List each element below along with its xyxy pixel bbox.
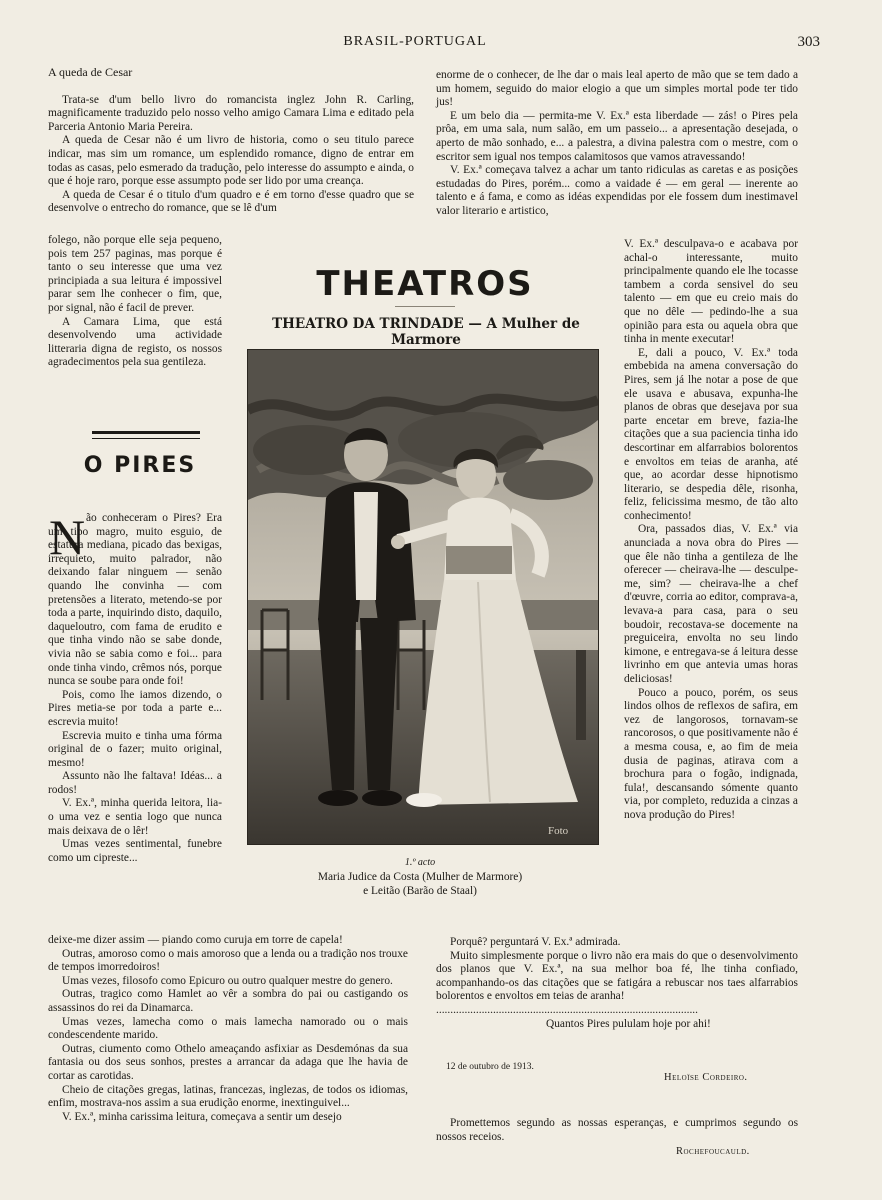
pires-paragraph: Cheio de citações gregas, latinas, francezas, inglezas, de todos os idiomas, enfim, mostrava-nos assim a sua erudição enorme, inextinguivel... <box>48 1083 408 1110</box>
photo-caption <box>290 856 550 898</box>
article-date: 12 de outubro de 1913. <box>446 1062 534 1072</box>
pires-paragraph: V. Ex.ª começava talvez a achar um tanto ridiculas as caretas e as posições estudadas do Pires, porém... como a vaidade é — em geral — inerente ao talento e á fama, e como as idéas expendidas por ele fossem dum inestimavel valor literario e artistico, <box>436 164 798 217</box>
pires-paragraph: V. Ex.ª desculpava-o e acabava por achal-o interessante, muito principalmente quando ele lhe tocasse tambem a corda sensivel do seu talento — em que eu creio mais do que no dêle — pedindo-lhe a sua opinião para esta ou aquela obra que tinha in mente executar! <box>624 238 798 346</box>
closing-line: Quantos Pires pululam hoje por ahi! <box>546 1017 711 1030</box>
pires-paragraph: E um belo dia — permita-me V. Ex.ª esta liberdade — zás! o Pires pela prôa, em uma sala, num salão, em um passeio... a apresentação desejada, o aperto de mão sonhado, e... a palestra, a divina palestra com o mestre, com o escritor sem igual nos tempos calamitosos que vamos atravessando! <box>436 109 798 163</box>
author-signature: Heloïse Cordeiro. <box>664 1072 748 1083</box>
pires-paragraph: Escrevia muito e tinha uma fórma original de o fazer; muito original, mesmo! <box>48 729 222 769</box>
epigraph-signature: Rochefoucauld. <box>676 1146 750 1157</box>
pires-continued-narrow <box>624 238 798 823</box>
publication-title: BRASIL-PORTUGAL <box>343 34 487 49</box>
pires-paragraph: deixe-me dizer assim — piando como curuja em torre de capela! <box>48 934 343 946</box>
section-divider <box>92 431 200 439</box>
pires-paragraph: Umas vezes, filosofo como Epicuro ou outro qualquer mestre do genero. <box>62 974 393 987</box>
caption-line: e Leitão (Barão de Staal) <box>363 885 477 897</box>
pires-paragraph: E, dali a pouco, V. Ex.ª toda embebida na amena conversação do Pires, sem já lhe notar a pose de que ele usava e abusava, expunha-lhe planos de obras que desejava por sua parte encetar em breve, fazia-lhe citações que a sua paciencia tinha ido descortinar em alfarrabios bolorentos e envoltos em teias de aranha, até que, ao acordar desse hipnotismo literario, se despedia dêle, risonha, feliz, felicissima mesmo, de tão alto conhecimento! <box>624 346 798 522</box>
theatre-photograph <box>247 349 599 845</box>
pires-paragraph: Outras, ciumento como Othelo ameaçando asfixiar as Desdemónas da sua fantasia ou dos seus sonhos, prestes a arrancar da adaga que lhe havia de cortar as carotidas. <box>48 1042 408 1082</box>
caption-line: Maria Judice da Costa (Mulher de Marmore) <box>317 871 523 883</box>
pires-paragraph: enorme de o conhecer, de lhe dar o mais leal aperto de mão que se tem dado a um homem, seguido do maior elogio a que um simples mortal pode ter tido jus! <box>436 69 798 109</box>
drop-cap: N <box>49 509 86 565</box>
pires-paragraph: Pouco a pouco, porém, os seus lindos olhos de reflexos de safira, em vez de langorosos, tornavam-se rancorosos, o que positivamente não é a mesma cousa, e, ao fim de meia dusia de paginas, atirava com a brochura para o fogão, indignada, fula!, descansando sómente quanto via, por completo, reduzida a cinzas a nova produção do Pires! <box>624 686 798 821</box>
review-paragraph: A queda de Cesar é o titulo d'um quadro e é em torno d'esse quadro que se desenvolve o entrecho do romance, que se lê d'um <box>48 188 414 215</box>
review-paragraph: A queda de Cesar não é um livro de historia, como o seu titulo parece indicar, mas sim um romance, um esplendido romance, digno de entrar em todas as casas, pelo esmerado da tradução, pelo interesse do assumpto e ainda, o que é hoje raro, porque esse assumpto pode ser lido por uma creança. <box>48 134 414 188</box>
pires-continued-bottom <box>436 936 798 1031</box>
pires-paragraph: ão conheceram o Pires? Era um tipo magro, muito esguio, de estatura mediana, picado das bexigas, irrequieto, muito palrador, não deixando falar ninguem — senão quando lhe convinha — com pretensões a literato, metendo-se por toda a parte, inquirindo disto, daquilo, daqueloutro, com fama de erudito e que tinha vindo não se sabe donde, vivia não se sabia como e foi... para onde tinha vindo, crêmos nós, porque nunca se soube para onde foi! <box>48 512 222 688</box>
review-paragraph: A Camara Lima, que está desenvolvendo uma actividade litteraria digna de registo, os nossos agradecimentos pela sua gentileza. <box>48 315 222 369</box>
pires-paragraph: Umas vezes sentimental, funebre como um cipreste... <box>48 838 222 864</box>
pires-article-title: O PIRES <box>83 453 197 478</box>
theatros-heading: THEATROS <box>316 264 534 304</box>
pires-article-narrow <box>48 509 222 865</box>
pires-paragraph: V. Ex.ª, minha carissima leitura, começava a sentir um desejo <box>62 1110 342 1123</box>
actors-photo-illustration <box>248 350 598 844</box>
ellipsis-line: ............................................................................................ <box>436 1003 698 1016</box>
review-paragraph: Trata-se d'um bello livro do romancista inglez John R. Carling, magnificamente traduzido pelo nosso velho amigo Camara Lima e editado pela Parceria Antonio Maria Pereira. <box>48 93 414 133</box>
pires-paragraph: V. Ex.ª, minha querida leitora, lia-o uma vez e sentia logo que nunca mais deixava de o lêr! <box>48 797 222 837</box>
pires-paragraph: Porquê? perguntará V. Ex.ª admirada. <box>450 936 621 948</box>
review-continued <box>48 234 222 370</box>
pires-paragraph: Outras, amoroso como o mais amoroso que a lenda ou a tradição nos trouxe de tempos imorredoiros! <box>48 947 408 974</box>
review-paragraph: folego, não porque elle seja pequeno, pois tem 257 paginas, mas porque é tanto o seu interesse que uma vez principiada a sua leitura é impossivel parar sem lhe conhecer o fim, que, por signal, não é facil de prever. <box>48 234 222 314</box>
pires-article-wide <box>48 934 408 1124</box>
pires-continued-top <box>436 69 798 219</box>
page-number: 303 <box>797 34 820 50</box>
pires-paragraph: Outras, tragico como Hamlet ao vêr a sombra do pai ou castigando os assassinos do rei da Dinamarca. <box>48 988 408 1014</box>
pires-paragraph: Assunto não lhe faltava! Idéas... a rodos! <box>48 770 222 796</box>
page-header <box>0 34 882 54</box>
review-title: A queda de Cesar <box>48 65 133 79</box>
caption-act: 1.º acto <box>404 857 436 868</box>
pires-paragraph: Pois, como lhe iamos dizendo, o Pires metia-se por toda a parte e... escrevia muito! <box>48 688 222 728</box>
photo-signature: Foto <box>548 825 569 837</box>
heading-divider <box>395 306 455 307</box>
pires-paragraph: Ora, passados dias, V. Ex.ª via anunciada a nova obra do Pires — que êle não tinha a gentileza de lhe oferecer — cheirava-lhe — desculpe-me, sim? — cheirava-lhe a chef d'œuvre, corria ao editor, comprava-a, levava-a para casa, para o seu boudoir, recostava-se docemente na preguiceira, envolta no seu lindo kimone, e entregava-se á leitura desse livrinho em que antevia umas horas deliciosas! <box>624 523 798 685</box>
epigraph <box>436 1117 798 1144</box>
epigraph-text: Promettemos segundo as nossas esperanças, e cumprimos segundo os nossos receios. <box>436 1117 798 1143</box>
review-article <box>48 66 414 216</box>
theatre-subtitle: THEATRO DA TRINDADE — A Mulher de Marmore <box>272 316 580 348</box>
pires-paragraph: Muito simplesmente porque o livro não era mais do que o desenvolvimento dos planos que V. Ex.ª, na sua melhor boa fé, lhe tinha confiado, acompanhando-os das citações que se fatigára a rebuscar nos taes alfarrabios bolorentos e envoltos em teias de aranha! <box>436 949 798 1003</box>
pires-paragraph: Umas vezes, lamecha como o mais lamecha namorado ou o mais condescendente marido. <box>48 1015 408 1042</box>
